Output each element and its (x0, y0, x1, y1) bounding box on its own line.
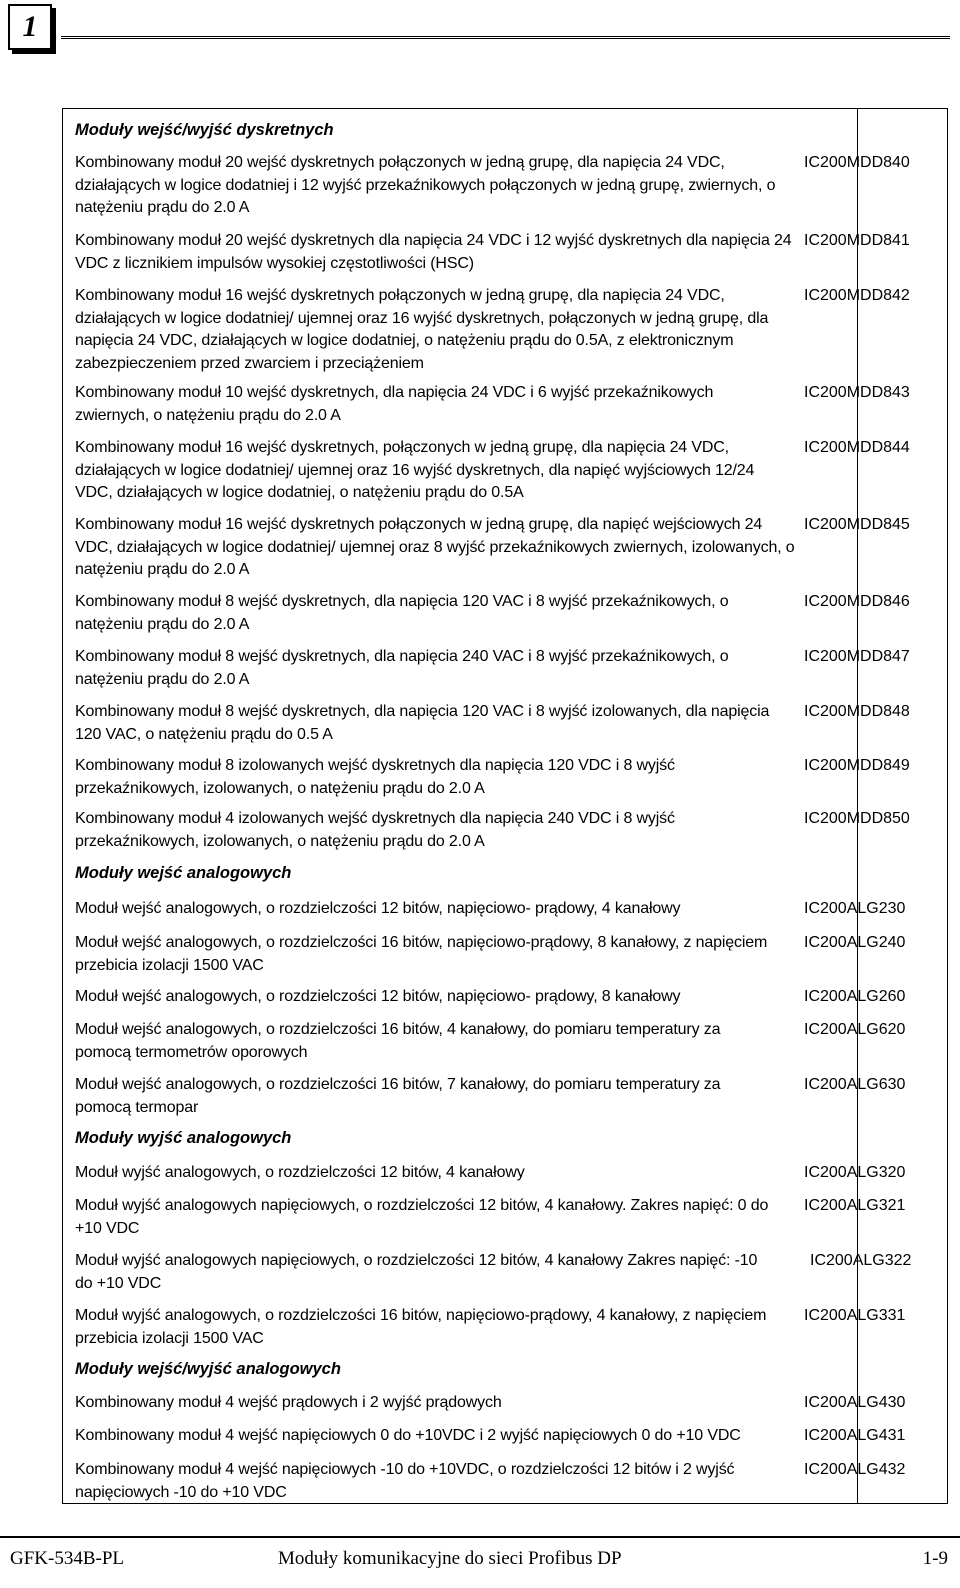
module-code: IC200MDD849 (804, 757, 910, 774)
module-description: Moduł wyjść analogowych napięciowych, o rozdzielczości 12 bitów, 4 kanałowy. Zakres napięć: 0 do +10 VDC (75, 1197, 769, 1237)
module-description: Moduł wyjść analogowych, o rozdzielczości 16 bitów, napięciowo-prądowy, 4 kanałowy, z napięciem przebicia izolacji 1500 VAC (75, 1307, 767, 1347)
module-code: IC200MDD843 (804, 384, 910, 401)
module-description: Kombinowany moduł 8 wejść dyskretnych, dla napięcia 120 VAC i 8 wyjść przekaźnikowych, o natężeniu prądu do 2.0 A (75, 593, 729, 633)
module-code: IC200MDD848 (804, 703, 910, 720)
section-title-analog-outputs: Moduły wyjść analogowych (75, 1129, 292, 1147)
document-number: GFK-534B-PL (10, 1548, 125, 1569)
module-code: IC200ALG240 (804, 934, 906, 951)
page-number: 1-9 (922, 1548, 948, 1569)
module-description: Moduł wyjść analogowych napięciowych, o rozdzielczości 12 bitów, 4 kanałowy Zakres napięć: -10 do +10 VDC (75, 1252, 758, 1292)
chapter-number: 1 (22, 10, 38, 43)
module-description: Kombinowany moduł 8 wejść dyskretnych, dla napięcia 240 VAC i 8 wyjść przekaźnikowych, o natężeniu prądu do 2.0 A (75, 648, 729, 688)
module-description: Kombinowany moduł 16 wejść dyskretnych, połączonych w jedną grupę, dla napięcia 24 VDC, działających w logice dodatniej/ ujemnej oraz 16 wyjść dyskretnych, dla napięć wyjściowych 12/24 VDC, działających w logice dodatniej, o natężeniu prądu do 0.5A (75, 439, 755, 502)
module-code: IC200ALG331 (804, 1307, 906, 1324)
module-code: IC200ALG321 (804, 1197, 906, 1214)
module-code: IC200MDD840 (804, 154, 910, 171)
module-code: IC200ALG431 (804, 1427, 906, 1444)
module-description: Kombinowany moduł 8 wejść dyskretnych, dla napięcia 120 VAC i 8 wyjść izolowanych, dla napięcia 120 VAC, o natężeniu prądu do 0.5 A (75, 703, 770, 743)
module-code: IC200ALG320 (804, 1164, 906, 1181)
module-description: Kombinowany moduł 4 wejść napięciowych -10 do +10VDC, o rozdzielczości 12 bitów i 2 wyjść napięciowych -10 do +10 VDC (75, 1461, 735, 1501)
module-code: IC200MDD847 (804, 648, 910, 665)
page-footer (0, 1536, 960, 1588)
section-title-discrete-io: Moduły wejść/wyjść dyskretnych (75, 121, 334, 139)
module-description: Moduł wyjść analogowych, o rozdzielczości 12 bitów, 4 kanałowy (75, 1164, 525, 1181)
module-description: Kombinowany moduł 4 izolowanych wejść dyskretnych dla napięcia 240 VDC i 8 wyjść przekaźnikowych, izolowanych, o natężeniu prądu do 2.0 A (75, 810, 675, 850)
module-code: IC200ALG430 (804, 1394, 906, 1411)
module-code: IC200MDD844 (804, 439, 910, 456)
module-description: Moduł wejść analogowych, o rozdzielczości 12 bitów, napięciowo- prądowy, 4 kanałowy (75, 900, 681, 917)
module-description: Kombinowany moduł 16 wejść dyskretnych połączonych w jedną grupę, dla napięcia 24 VDC, działających w logice dodatniej/ ujemnej oraz 16 wyjść dyskretnych, połączonych w jedną grupę, dla napięcia 24 VDC, działających w logice dodatniej, o natężeniu prądu do 0.5A, z elektronicznym zabezpieczeniem przed zwarciem i przeciążeniem (75, 287, 769, 372)
module-description: Kombinowany moduł 4 wejść napięciowych 0 do +10VDC i 2 wyjść napięciowych 0 do +10 VDC (75, 1427, 741, 1444)
section-title-analog-io: Moduły wejść/wyjść analogowych (75, 1360, 341, 1378)
module-description: Kombinowany moduł 16 wejść dyskretnych połączonych w jedną grupę, dla napięć wejściowych 24 VDC, działających w logice dodatniej/ ujemnej oraz 8 wyjść przekaźnikowych zwiernych, izolowanych, o natężeniu prądu do 2.0 A (75, 516, 795, 579)
module-code: IC200ALG630 (804, 1076, 906, 1093)
module-code: IC200ALG432 (804, 1461, 906, 1478)
module-code: IC200ALG322 (810, 1252, 912, 1269)
module-description: Moduł wejść analogowych, o rozdzielczości 16 bitów, napięciowo-prądowy, 8 kanałowy, z napięciem przebicia izolacji 1500 VAC (75, 934, 768, 974)
module-description: Kombinowany moduł 8 izolowanych wejść dyskretnych dla napięcia 120 VDC i 8 wyjść przekaźnikowych, izolowanych, o natężeniu prądu do 2.0 A (75, 757, 675, 797)
module-code: IC200MDD845 (804, 516, 910, 533)
module-code: IC200ALG620 (804, 1021, 906, 1038)
column-divider (857, 109, 858, 1503)
module-description: Kombinowany moduł 10 wejść dyskretnych, dla napięcia 24 VDC i 6 wyjść przekaźnikowych zwiernych, o natężeniu prądu do 2.0 A (75, 384, 714, 424)
module-description: Kombinowany moduł 20 wejść dyskretnych połączonych w jedną grupę, dla napięcia 24 VDC, działających w logice dodatniej i 12 wyjść przekaźnikowych połączonych w jedną grupę, zwiernych, o natężeniu prądu do 2.0 A (75, 154, 776, 217)
module-description: Kombinowany moduł 20 wejść dyskretnych dla napięcia 24 VDC i 12 wyjść dyskretnych dla napięcia 24 VDC z licznikiem impulsów wysokiej częstotliwości (HSC) (75, 232, 792, 272)
module-code: IC200MDD846 (804, 593, 910, 610)
module-description: Moduł wejść analogowych, o rozdzielczości 12 bitów, napięciowo- prądowy, 8 kanałowy (75, 988, 681, 1005)
module-code: IC200ALG260 (804, 988, 906, 1005)
document-title: Moduły komunikacyjne do sieci Profibus DP (278, 1548, 622, 1569)
module-description: Kombinowany moduł 4 wejść prądowych i 2 wyjść prądowych (75, 1394, 502, 1411)
header-rule (61, 36, 950, 39)
module-description: Moduł wejść analogowych, o rozdzielczości 16 bitów, 4 kanałowy, do pomiaru temperatury za pomocą termometrów oporowych (75, 1021, 721, 1061)
module-code: IC200MDD850 (804, 810, 910, 827)
section-title-analog-inputs: Moduły wejść analogowych (75, 864, 292, 882)
module-description: Moduł wejść analogowych, o rozdzielczości 16 bitów, 7 kanałowy, do pomiaru temperatury za pomocą termopar (75, 1076, 721, 1116)
chapter-number-box (8, 4, 52, 50)
module-code: IC200MDD841 (804, 232, 910, 249)
module-code: IC200ALG230 (804, 900, 906, 917)
module-code: IC200MDD842 (804, 287, 910, 304)
